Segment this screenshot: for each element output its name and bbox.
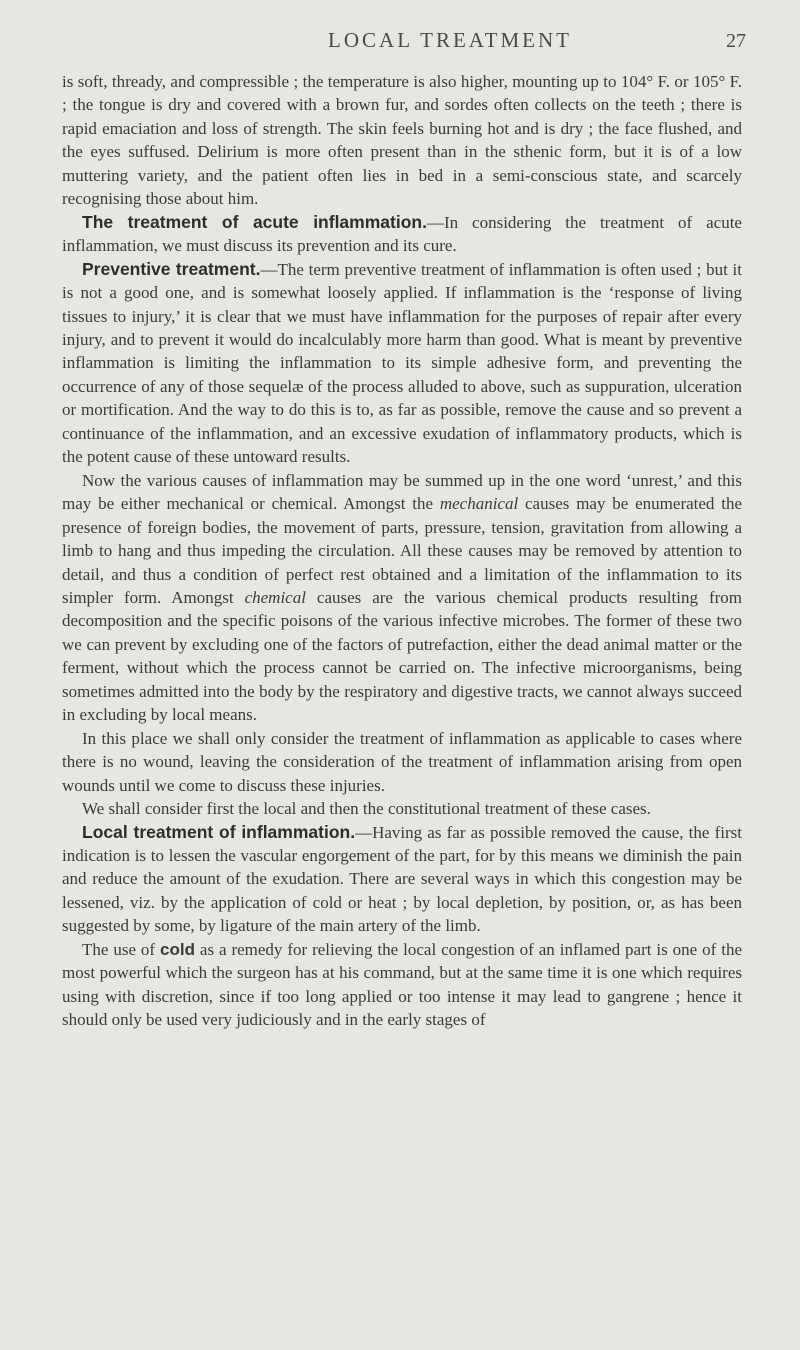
paragraph-causes: [62, 469, 742, 727]
emphasis-mechanical: mechanical: [439, 494, 519, 514]
section-heading-local-treatment: Local treatment of inflammation.: [82, 821, 356, 842]
paragraph-text: We shall consider first the local and then the constitutional treatment of these cases.: [82, 799, 651, 819]
paragraph-text: is soft, thready, and compressible ; the temperature is also higher, mounting up to 104° F. or 105° F. ; the tongue is dry and covered with a brown fur, and sordes often collects on the teeth ; there is rapid emaciation and loss of strength. The skin feels burning hot and is dry ; the face flushed, and the eyes suffused. Delirium is more often present than in the sthenic form, but it is of a low muttering variety, and the patient often lies in bed in a semi-conscious state, and scarcely recognising those about him.: [62, 72, 742, 209]
paragraph-treatment-acute: [62, 211, 742, 258]
section-heading-preventive: Preventive treatment.: [82, 258, 261, 279]
paragraph-continuation: [62, 70, 742, 211]
running-head: [0, 28, 800, 58]
paragraph-text: The use of: [82, 939, 161, 959]
paragraph-text: —In considering the treatment of acute inflammation, we must discuss its prevention and its cure.: [62, 212, 742, 256]
paragraph-text: Now the various causes of inflammation may be summed up in the one word ‘unrest,’ and this may be either mechanical or chemical. Amongst the: [62, 470, 742, 514]
emphasis-cold: cold: [160, 939, 195, 959]
body-text: [62, 70, 742, 1032]
section-heading-treatment-acute: The treatment of acute inflammation.: [82, 211, 427, 232]
paragraph-preventive: [62, 258, 742, 469]
paragraph-text: causes are the various chemical products resulting from decomposition and the specific poisons of the various infective microbes. The former of these two we can prevent by excluding one of the factors of putrefaction, either the dead animal matter or the ferment, without which the process cannot be carried on. The infective microorganisms, being sometimes admitted into the body by the respiratory and digestive tracts, we cannot always succeed in excluding by local means.: [62, 587, 742, 725]
paragraph-scope: [62, 727, 742, 797]
paragraph-cold: [62, 938, 742, 1032]
emphasis-chemical: chemical: [244, 587, 306, 607]
paragraph-text: —The term preventive treatment of inflammation is often used ; but it is not a good one, and is somewhat loosely applied. If inflammation is the ‘response of living tissues to injury,’ it is clear that we must have inflammation for the purposes of repair after every injury, and to prevent it would do incalculably more harm than good. What is meant by preventive inflammation is limiting the inflammation to its simple adhesive form, and preventing the occurrence of any of those sequelæ of the process alluded to above, such as suppuration, ulceration or mortification. And the way to do this is to, as far as possible, remove the cause and so prevent a continuance of the inflammation, and an excessive exudation of inflammatory products, which is the potent cause of these untoward results.: [62, 259, 742, 467]
paragraph-local-treatment: [62, 821, 742, 938]
page-number: 27: [726, 30, 746, 52]
paragraph-text: In this place we shall only consider the treatment of inflammation as applicable to cases where there is no wound, leaving the consideration of the treatment of inflammation arising from open wounds until we come to discuss these injuries.: [62, 728, 742, 795]
paragraph-order: [62, 797, 742, 820]
paragraph-text: —Having as far as possible removed the cause, the first indication is to lessen the vascular engorgement of the part, for by this means we diminish the pain and reduce the amount of the exudation. There are several ways in which this congestion may be lessened, viz. by the application of cold or heat ; by local depletion, by position, or, as has been suggested by some, by ligature of the main artery of the limb.: [62, 822, 743, 936]
paragraph-text: as a remedy for relieving the local congestion of an inflamed part is one of the most powerful which the surgeon has at his command, but at the same time it is one which requires using with discretion, since if too long applied or too intense it may lead to gangrene ; hence it should only be used very judiciously and in the early stages of: [62, 939, 742, 1030]
page-title: LOCAL TREATMENT: [328, 28, 572, 52]
paragraph-text: causes may be enumerated the presence of foreign bodies, the movement of parts, pressure, tension, gravitation from allowing a limb to hang and thus impeding the circulation. All these causes may be removed by attention to detail, and thus a condition of perfect rest obtained and a limitation of the inflammation to its simpler form. Amongst: [62, 494, 742, 607]
